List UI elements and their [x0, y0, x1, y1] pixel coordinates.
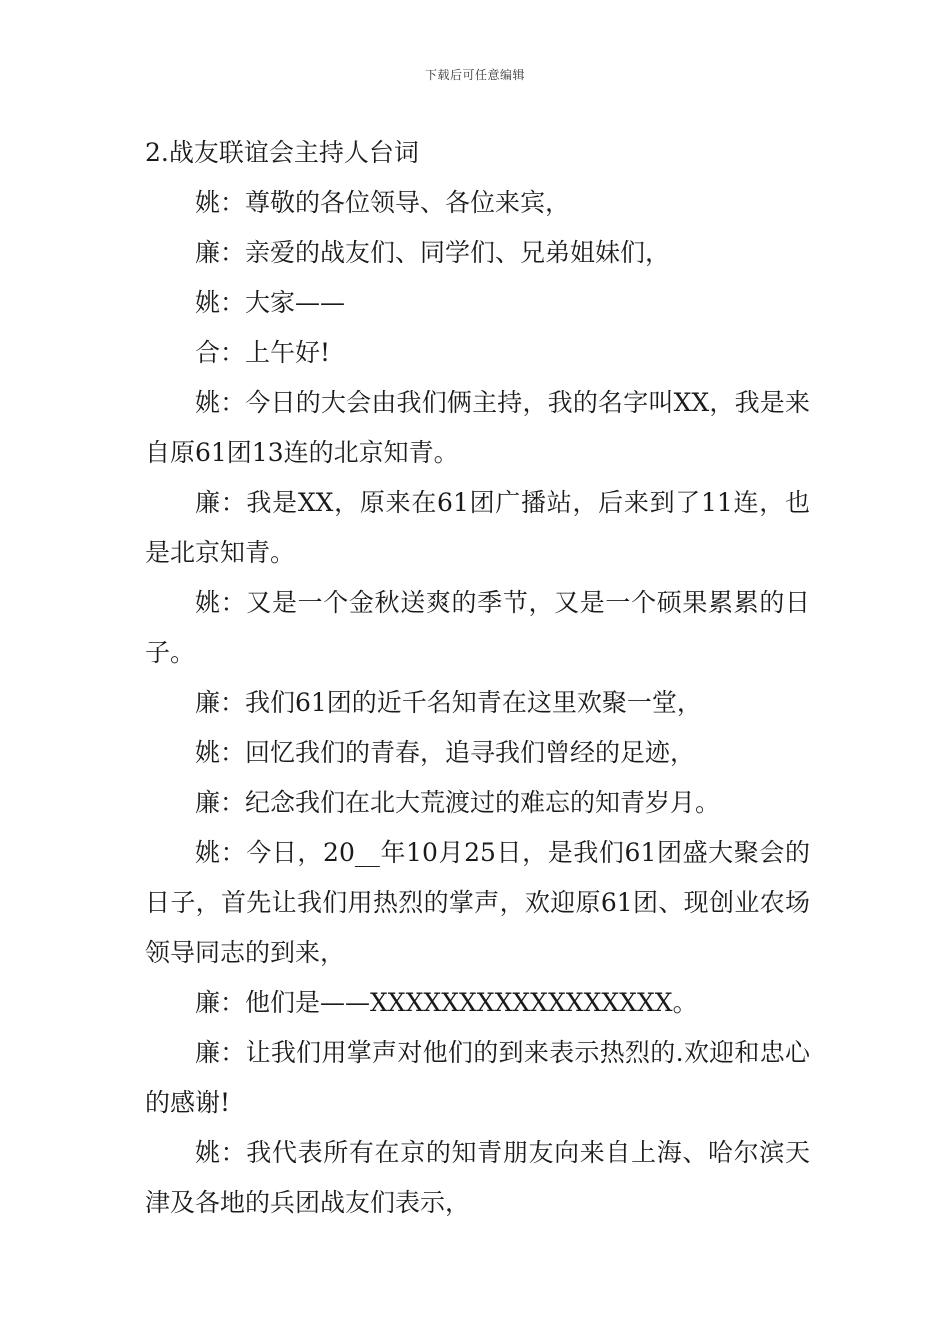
script-line: 姚：又是一个金秋送爽的季节，又是一个硕果累累的日子。: [145, 588, 810, 667]
script-line: 姚：今日，20__年10月25日，是我们61团盛大聚会的日子，首先让我们用热烈的掌声，欢迎原61团、现创业农场领导同志的到来，: [145, 838, 810, 967]
document-body: [145, 128, 810, 1228]
script-line: 姚：我代表所有在京的知青朋友向来自上海、哈尔滨天津及各地的兵团战友们表示，: [145, 1138, 810, 1217]
script-line: 姚：大家——: [195, 288, 346, 317]
script-line: 廉：我们61团的近千名知青在这里欢聚一堂，: [195, 688, 702, 717]
script-line: 姚：尊敬的各位领导、各位来宾，: [195, 188, 571, 217]
script-line: 廉：亲爱的战友们、同学们、兄弟姐妹们，: [195, 238, 671, 267]
script-line: 廉：让我们用掌声对他们的到来表示热烈的.欢迎和忠心的感谢!: [145, 1038, 810, 1117]
script-line: 合：上午好!: [195, 338, 331, 367]
script-line: 廉：我是XX，原来在61团广播站，后来到了11连，也是北京知青。: [145, 488, 810, 567]
document-title: 2.战友联谊会主持人台词: [145, 138, 419, 167]
page-header: 下载后可任意编辑: [424, 68, 525, 82]
script-line: 姚：回忆我们的青春，追寻我们曾经的足迹，: [195, 738, 696, 767]
script-line: 姚：今日的大会由我们俩主持，我的名字叫XX，我是来自原61团13连的北京知青。: [145, 388, 810, 467]
script-line: 廉：他们是——XXXXXXXXXXXXXXXXX。: [195, 988, 698, 1017]
script-line: 廉：纪念我们在北大荒渡过的难忘的知青岁月。: [195, 788, 721, 817]
